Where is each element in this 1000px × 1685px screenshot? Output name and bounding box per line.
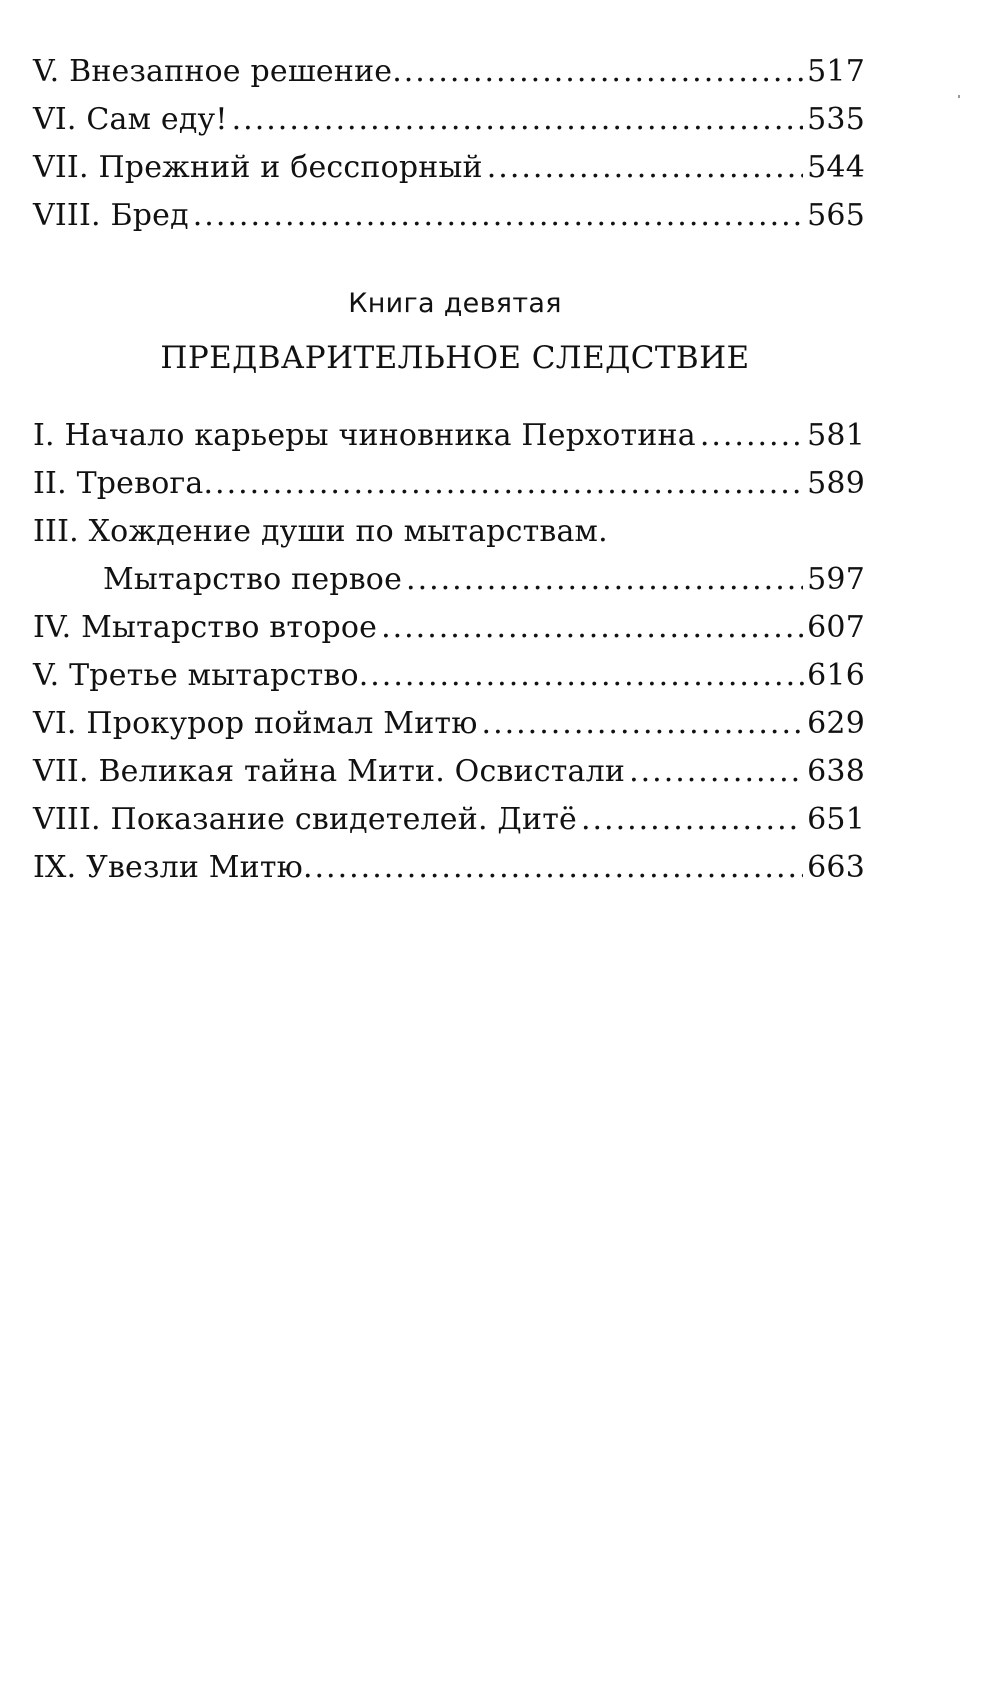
toc-entry-title: Мытарство первое [103,562,403,597]
toc-leader-dots [204,460,804,508]
margin-speck [958,95,960,98]
toc-entry-page: 517 [807,54,865,89]
toc-entry-title: VIII. Бред [33,198,189,233]
toc-entry [33,844,865,892]
toc-entry-title: II. Тревога [33,466,204,501]
toc-leader-dots [232,96,803,144]
toc-entry-page: 638 [807,754,865,789]
toc-entry-title: V. Внезапное решение [33,54,393,89]
toc-entry-title: IV. Мытарство второе [33,610,378,645]
toc-entry-title: VI. Прокурор поймал Митю [33,706,478,741]
toc-entry-title: IX. Увезли Митю [33,850,303,885]
book-title: ПРЕДВАРИТЕЛЬНОЕ СЛЕДСТВИЕ [160,340,750,376]
toc-list-book-eight-end [33,48,865,240]
toc-entry [33,796,865,844]
toc-entry [33,192,865,240]
toc-entry-page: 535 [807,102,865,137]
toc-entry [33,144,865,192]
toc-entry-page: 597 [807,562,865,597]
toc-entry-title: I. Начало карьеры чиновника Перхотина [33,418,696,453]
toc-leader-dots [482,700,804,748]
toc-leader-dots [381,604,803,652]
toc-entry-page: 616 [807,658,865,693]
toc-entry-title: VIII. Показание свидетелей. Дитё [33,802,577,837]
toc-entry-title: V. Третье мытарство [33,658,359,693]
toc-entry [33,604,865,652]
toc-entry [33,700,865,748]
toc-entry-page: 581 [807,418,865,453]
toc-entry-title: VI. Сам еду! [33,102,228,137]
toc-entry-page: 544 [807,150,865,185]
toc-entry [33,748,865,796]
toc-entry [33,652,865,700]
toc-entry-title: VII. Прежний и бесспорный [33,150,483,185]
toc-entry-page: 651 [807,802,865,837]
toc-entry [33,96,865,144]
toc-entry-page: 629 [807,706,865,741]
toc-leader-dots [581,796,803,844]
toc-entry-page: 663 [807,850,865,885]
toc-entry-title: III. Хождение души по мытарствам. [33,514,608,549]
toc-list-book-nine [33,412,865,892]
toc-entry-page: 565 [807,198,865,233]
toc-entry-title: VII. Великая тайна Мити. Освистали [33,754,626,789]
toc-leader-dots [392,48,807,96]
toc-leader-dots [406,556,803,604]
toc-entry [33,48,865,96]
toc-leader-dots [487,144,803,192]
toc-entry [33,460,865,508]
toc-leader-dots [700,412,803,460]
toc-entry [33,412,865,460]
toc-leader-dots [359,652,807,700]
toc-leader-dots [629,748,803,796]
toc-entry-page: 589 [807,466,865,501]
toc-leader-dots [303,844,803,892]
toc-entry [33,508,865,556]
toc-entry-page: 607 [807,610,865,645]
book-label: Книга девятая [348,288,562,319]
toc-leader-dots [193,192,803,240]
toc-entry-continuation [33,556,865,604]
